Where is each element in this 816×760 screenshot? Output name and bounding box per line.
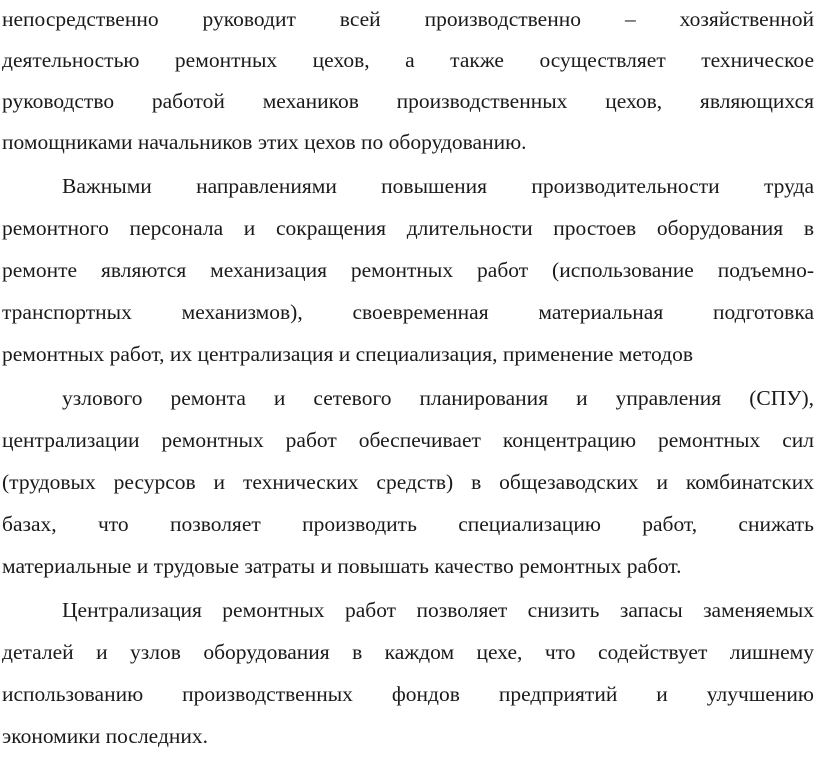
text-line: Централизация ремонтных работ позволяет снизить запасы заменяемых [62,598,814,622]
text-line: использованию производственных фондов предприятий и улучшению [2,682,814,706]
text-line: ремонтных работ, их централизация и специализация, применение методов [2,342,693,366]
text-line: руководство работой механиков производственных цехов, являющихся [2,89,814,113]
text-line: (трудовых ресурсов и технических средств) в общезаводских и комбинатских [2,470,814,494]
text-line: экономики последних. [2,724,209,748]
text-line: материальные и трудовые затраты и повышать качество ремонтных работ. [2,554,682,578]
text-line: помощниками начальников этих цехов по оборудованию. [2,130,527,154]
text-line: непосредственно руководит всей производственно – хозяйственной [2,7,814,31]
text-line: ремонтного персонала и сокращения длительности простоев оборудования в [2,216,814,240]
text-line: ремонте являются механизация ремонтных работ (использование подъемно- [2,258,814,282]
text-line: деталей и узлов оборудования в каждом цехе, что содействует лишнему [2,640,814,664]
text-line: транспортных механизмов), своевременная материальная подготовка [2,300,814,324]
text-line: Важными направлениями повышения производительности труда [62,174,814,198]
text-line: базах, что позволяет производить специализацию работ, снижать [2,512,814,536]
text-line: деятельностью ремонтных цехов, а также осуществляет техническое [2,48,814,72]
text-line: узлового ремонта и сетевого планирования и управления (СПУ), [62,386,814,410]
text-line: централизации ремонтных работ обеспечивает концентрацию ремонтных сил [2,428,814,452]
